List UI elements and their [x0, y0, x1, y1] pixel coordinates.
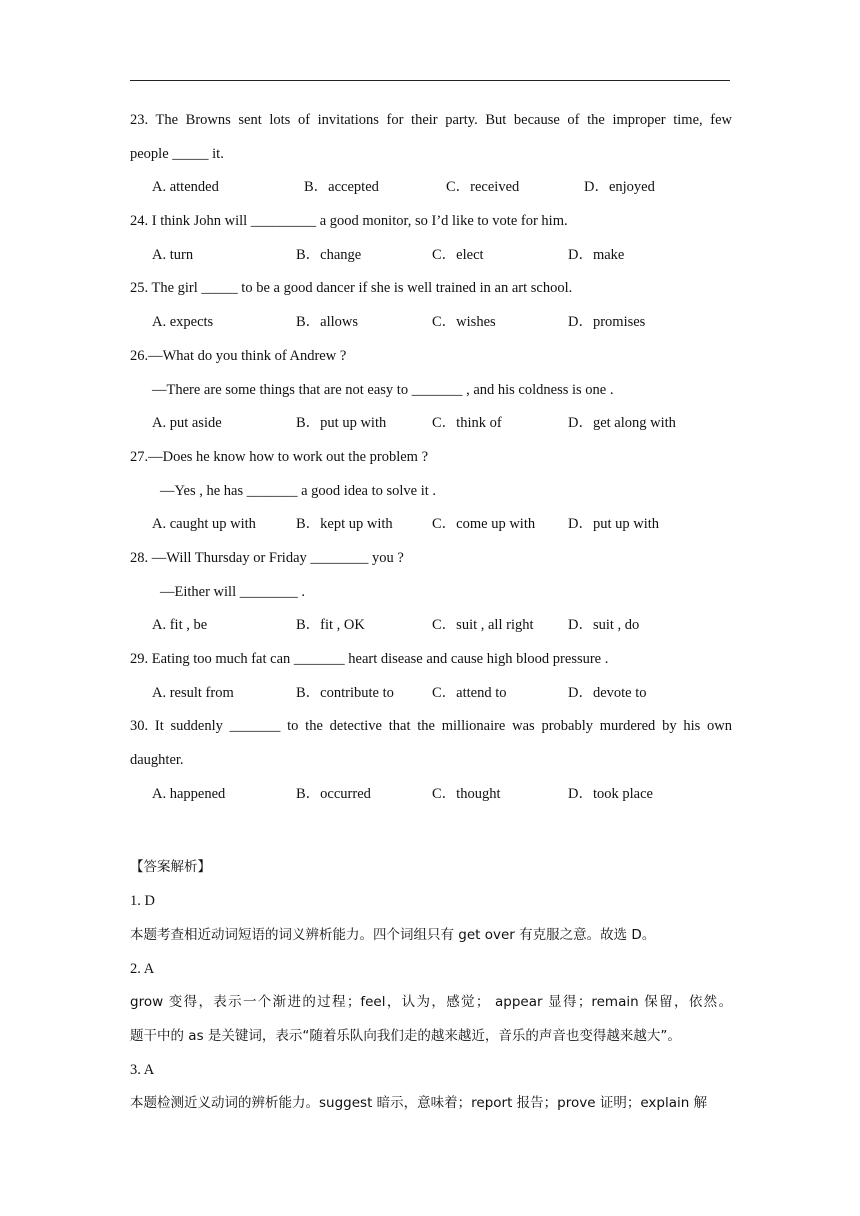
- option-c: C．thought: [432, 785, 501, 802]
- option-d: D．put up with: [568, 516, 660, 533]
- option-c: C．received: [446, 179, 520, 196]
- option-d: D．promises: [568, 314, 646, 331]
- option-c: C．wishes: [432, 314, 496, 331]
- question-27-reply: —Yes , he has _______ a good idea to solve it .: [160, 482, 437, 499]
- option-c: C．suit , all right: [432, 617, 534, 634]
- option-d: D．make: [568, 246, 625, 263]
- option-c: C．elect: [432, 246, 484, 263]
- option-d: D．get along with: [568, 415, 676, 432]
- question-25-stem: 25. The girl _____ to be a good dancer if she is well trained in an art school.: [130, 280, 573, 297]
- option-c: C．think of: [432, 415, 502, 432]
- question-28-options: [130, 609, 732, 643]
- question-26-options: [130, 407, 732, 441]
- option-a: A. put aside: [152, 415, 222, 432]
- option-a: A. turn: [152, 246, 194, 263]
- option-b: B．accepted: [304, 179, 379, 196]
- option-a: A. caught up with: [152, 516, 256, 533]
- option-b: B．kept up with: [296, 516, 393, 533]
- question-27-options: [130, 508, 732, 542]
- option-d: D．suit , do: [568, 617, 640, 634]
- page-content: [130, 104, 732, 1121]
- option-a: A. result from: [152, 684, 234, 701]
- question-29-stem: 29. Eating too much fat can _______ heart disease and cause high blood pressure .: [130, 651, 609, 667]
- question-23-options: [130, 171, 732, 205]
- option-a: A. happened: [152, 785, 226, 802]
- option-d: D．took place: [568, 785, 653, 802]
- question-26-reply: —There are some things that are not easy to _______ , and his coldness is one .: [152, 381, 614, 398]
- answer-3-key: 3. A: [130, 1061, 155, 1078]
- question-26-stem: 26.—What do you think of Andrew ?: [130, 347, 347, 364]
- option-b: B．change: [296, 246, 362, 263]
- question-27-stem: 27.—Does he know how to work out the problem ?: [130, 448, 429, 465]
- answer-2-explanation-line2: 题干中的 as 是关键词，表示“随着乐队向我们走的越来越近，音乐的声音也变得越来越大”。: [130, 1027, 681, 1044]
- question-30-stem-line1: 30. It suddenly _______ to the detective that the millionaire was probably murdered by his own: [130, 718, 732, 735]
- answer-2-key: 2. A: [130, 960, 155, 977]
- option-b: B．fit , OK: [296, 617, 365, 634]
- question-28-stem: 28. —Will Thursday or Friday ________ you ?: [130, 549, 404, 566]
- option-b: B．allows: [296, 314, 359, 331]
- option-c: C．attend to: [432, 684, 507, 701]
- question-24-stem: 24. I think John will _________ a good monitor, so I’d like to vote for him.: [130, 213, 568, 230]
- answers-heading: 【答案解析】: [130, 859, 211, 876]
- section-spacer: [130, 811, 732, 851]
- option-d: D．enjoyed: [584, 179, 655, 196]
- option-a: A. fit , be: [152, 617, 208, 634]
- question-28-reply: —Either will ________ .: [160, 583, 305, 600]
- option-a: A. expects: [152, 314, 214, 331]
- answer-3-explanation: 本题检测近义动词的辨析能力。suggest 暗示，意味着；report 报告；prove 证明；explain 解: [130, 1095, 708, 1112]
- question-30-options: [130, 778, 732, 812]
- option-b: B．occurred: [296, 785, 371, 802]
- question-23-stem-line2: people _____ it.: [130, 145, 224, 162]
- header-rule: [130, 80, 730, 81]
- option-a: A. attended: [152, 179, 219, 196]
- question-24-options: [130, 239, 732, 273]
- answer-1-key: 1. D: [130, 893, 155, 910]
- option-b: B．contribute to: [296, 684, 394, 701]
- option-b: B．put up with: [296, 415, 387, 432]
- question-23-stem-line1: 23. The Browns sent lots of invitations for their party. But because of the improper time, few: [130, 112, 732, 128]
- question-29-options: [130, 677, 732, 711]
- option-c: C．come up with: [432, 516, 536, 533]
- question-30-stem-line2: daughter.: [130, 752, 184, 769]
- option-d: D．devote to: [568, 684, 647, 701]
- question-25-options: [130, 306, 732, 340]
- answer-2-explanation-line1: grow 变得，表示一个渐进的过程；feel，认为，感觉； appear 显得；remain 保留，依然。: [130, 994, 732, 1011]
- answer-1-explanation: 本题考查相近动词短语的词义辨析能力。四个词组只有 get over 有克服之意。故选 D。: [130, 926, 656, 943]
